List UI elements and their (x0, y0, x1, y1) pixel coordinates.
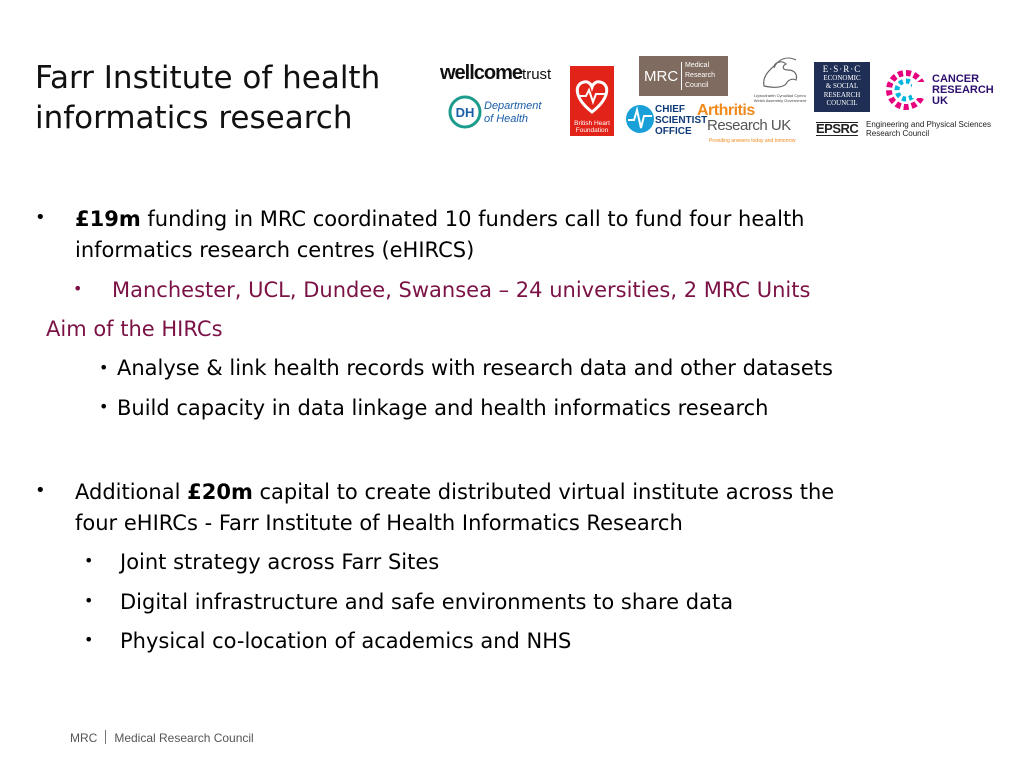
esrc-abbr: E·S·R·C (822, 64, 862, 74)
cso-line1: CHIEF (655, 104, 685, 115)
dragon-icon (752, 56, 808, 92)
epsrc-abbr: EPSRC (816, 121, 859, 136)
mrc-logo-divider (681, 62, 682, 90)
welsh-assembly-government-logo (752, 56, 808, 108)
cso-emblem-icon (625, 102, 655, 136)
capital-text: capital to create distributed virtual institute across the (252, 480, 835, 504)
slide-title: Farr Institute of health informatics research (35, 60, 381, 136)
bullet-funding (75, 204, 805, 234)
footer-name: Medical Research Council (114, 731, 254, 745)
epsrc-line1: Engineering and Physical Sciences (866, 120, 991, 129)
cancer-research-uk-logo (882, 66, 992, 116)
bullet-marker: • (35, 480, 46, 501)
arthritis-research-uk-logo (697, 102, 797, 150)
esrc-line3: RESEARCH (823, 90, 861, 99)
bullet-marker: • (84, 551, 94, 570)
welsh-line2: Welsh Assembly Government (753, 98, 807, 103)
bullet-capital (75, 477, 834, 507)
capital-sub-3: Physical co-location of academics and NHS (120, 629, 572, 653)
funding-text: funding in MRC coordinated 10 funders call to fund four health (140, 207, 805, 231)
bhf-label: British Heart Foundation (574, 120, 610, 134)
wellcome-trust-logo (440, 62, 551, 85)
welsh-line1: Llywodraeth Cynulliad Cymru (753, 93, 807, 98)
dh-line2: of Health (484, 113, 529, 125)
epsrc-logo (816, 120, 1006, 140)
arthritis-tagline: Providing answers today and tomorrow (709, 138, 796, 144)
british-heart-foundation-logo (570, 66, 614, 136)
aim-item-2: Build capacity in data linkage and health informatics research (117, 396, 769, 420)
capital-sub-1: Joint strategy across Farr Sites (120, 550, 440, 574)
mrc-logo-abbr: MRC (644, 68, 679, 85)
mrc-logo-line3: Council (685, 82, 709, 89)
cruk-line2: RESEARCH (932, 84, 994, 96)
cso-line2: SCIENTIST (655, 115, 708, 126)
esrc-logo (814, 62, 870, 112)
dh-emblem-text: DH (455, 105, 475, 120)
footer-abbr: MRC (70, 731, 98, 745)
cruk-line1: CANCER (932, 73, 980, 85)
bullet-marker: • (99, 397, 109, 416)
department-of-health-logo (448, 92, 558, 132)
bullet-marker: • (35, 207, 46, 228)
cso-line3: OFFICE (655, 126, 692, 137)
epsrc-line2: Research Council (866, 129, 930, 138)
bullet-marker: • (73, 279, 83, 298)
cruk-c-icon (882, 66, 930, 114)
dh-line1: Department (484, 100, 542, 112)
heart-icon (570, 72, 614, 120)
chief-scientist-office-logo (625, 102, 708, 138)
dh-emblem-icon (448, 94, 482, 130)
capital-amount: £20m (187, 480, 253, 504)
bullet-marker: • (84, 591, 94, 610)
footer-divider (105, 730, 106, 744)
arthritis-line1: Arthritis (697, 102, 755, 119)
sub-bullet-centres: Manchester, UCL, Dundee, Swansea – 24 universities, 2 MRC Units (112, 278, 811, 302)
wellcome-logo-suffix: trust (522, 66, 552, 83)
funding-amount: £19m (75, 207, 141, 231)
mrc-logo-line1: Medical (685, 62, 710, 69)
bullet-funding-continued: informatics research centres (eHIRCS) (75, 238, 475, 262)
mrc-logo-line2: Research (685, 72, 715, 79)
cruk-line3: UK (932, 95, 948, 107)
arthritis-line2: Research UK (707, 117, 791, 134)
esrc-line2: & SOCIAL (825, 82, 859, 90)
bullet-marker: • (84, 630, 94, 649)
funder-logos (0, 0, 1024, 160)
wellcome-logo-main: wellcome (440, 62, 523, 84)
aim-item-1: Analyse & link health records with research data and other datasets (117, 356, 833, 380)
bullet-capital-continued: four eHIRCs - Farr Institute of Health Informatics Research (75, 511, 683, 535)
aim-heading: Aim of the HIRCs (46, 317, 223, 341)
footer-mrc-brand (70, 730, 254, 745)
capital-sub-2: Digital infrastructure and safe environments to share data (120, 590, 734, 614)
esrc-line1: ECONOMIC (823, 73, 861, 82)
mrc-logo (639, 56, 728, 96)
capital-pre: Additional (75, 480, 188, 504)
bullet-marker: • (99, 358, 109, 377)
esrc-line4: COUNCIL (826, 99, 858, 107)
